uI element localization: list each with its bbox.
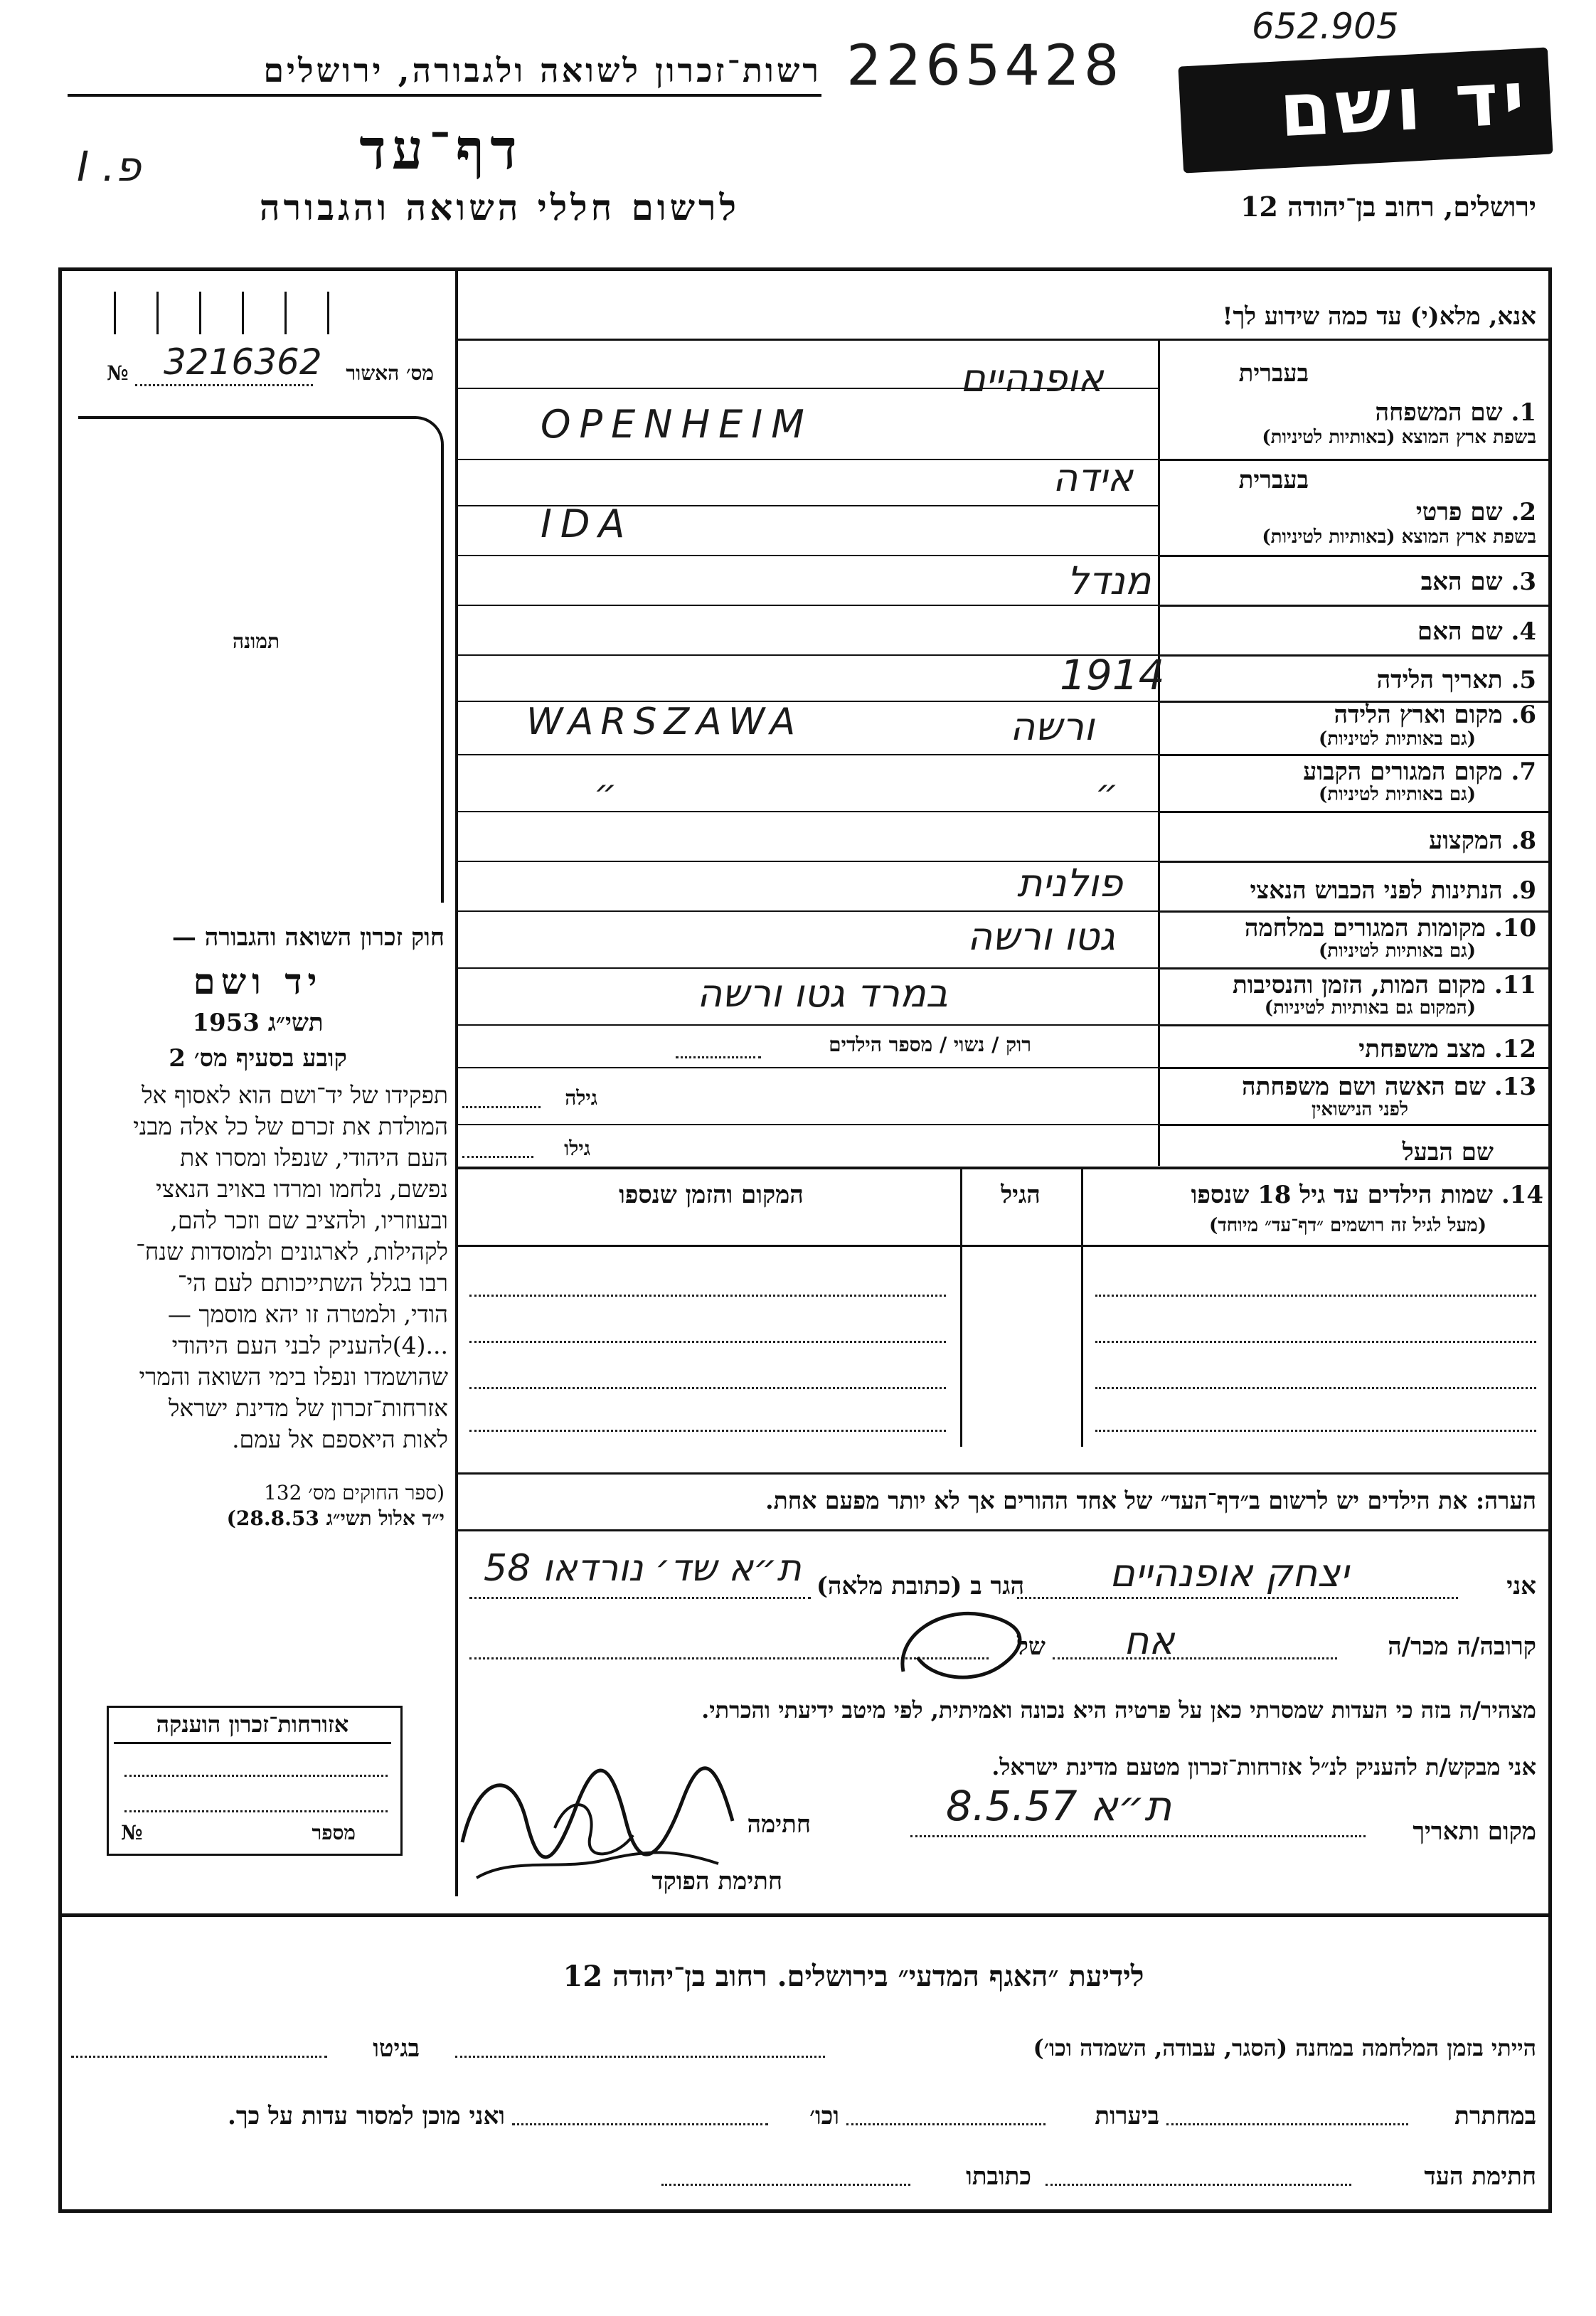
field-10-value: גטו ורשה bbox=[967, 914, 1115, 959]
law-name: יד ושם bbox=[193, 960, 323, 1002]
place-date-value: ת״א 8.5.57 bbox=[946, 1782, 1172, 1830]
place-date-label: מקום ותאריך bbox=[1413, 1817, 1536, 1846]
page-subtitle: לרשום חללי השואה והגבורה bbox=[259, 186, 740, 228]
footer-line1-a: הייתי בזמן המלחמה במחנה (הסגר, עבודה, השמדה וכו׳) bbox=[1033, 2034, 1536, 2061]
field-8-label: 8. המקצוע bbox=[1428, 827, 1536, 855]
resides-label: הגר ב (כתובת מלאה) bbox=[816, 1572, 1024, 1600]
citizenship-no-mark: № bbox=[121, 1821, 143, 1844]
field-6-sub: (גם באותיות לטיניות) bbox=[1318, 728, 1476, 750]
declarant-name: יצחק אופנהיים bbox=[1110, 1551, 1349, 1595]
citizenship-number-label: מספר bbox=[312, 1821, 356, 1844]
footer-line1-b: בגיטו bbox=[373, 2034, 420, 2063]
field-10-sub: (גם באותיות לטיניות) bbox=[1318, 940, 1476, 962]
field-10-label: 10. מקומות המגורים במלחמה bbox=[1244, 914, 1536, 942]
field-2-tag: בעברית bbox=[1238, 466, 1309, 494]
field-1-tag: בעברית bbox=[1238, 359, 1309, 388]
field-12-value: רוק / נשוי / מספר הילדים bbox=[829, 1033, 1031, 1056]
declaration-request: אני מבקש/ת להעניק לנ״ל אזרחות־זכרון מטעם מדינת ישראל. bbox=[991, 1753, 1536, 1780]
footer-line2-a: במחתרת bbox=[1454, 2102, 1536, 2130]
top-handwritten-number: 652.905 bbox=[1252, 6, 1399, 47]
photo-label: תמונה bbox=[232, 630, 280, 653]
field-5-label: 5. תאריך הלידה bbox=[1376, 666, 1536, 694]
husband-label: שם הבעל bbox=[1402, 1138, 1494, 1167]
children-header-place: המקום והזמן שנספו bbox=[619, 1181, 804, 1209]
citizenship-box-title: אזורחות־זכרון הוענקה bbox=[114, 1711, 391, 1744]
field-11-value: במרד גטו ורשה bbox=[697, 971, 948, 1016]
approval-number-label: מס׳ האשור bbox=[346, 361, 434, 385]
field-3-label: 3. שם האב bbox=[1420, 568, 1536, 596]
signature-label: חתימה bbox=[747, 1810, 811, 1839]
field-2-hebrew-value: אידה bbox=[1053, 455, 1133, 500]
field-2-sub: בשפת ארץ המוצא (באותיות לטיניות) bbox=[1262, 526, 1536, 548]
field-9-value: פולנית bbox=[1017, 861, 1123, 905]
relative-label: קרובה/ה מכר/ה bbox=[1388, 1632, 1536, 1661]
field-6-latin-value: WARSZAWA bbox=[526, 701, 803, 743]
field-11-sub: (המקום גם באותיות לטיניות) bbox=[1264, 997, 1476, 1019]
field-7-label: 7. מקום המגורים הקבוע bbox=[1303, 758, 1536, 786]
footer-line3-b: כתובתו bbox=[966, 2162, 1031, 2191]
relation-value: אח bbox=[1124, 1618, 1175, 1663]
law-source: (ספר החוקים מס׳ 132 bbox=[263, 1481, 445, 1504]
field-13-age-label: גילה bbox=[565, 1086, 597, 1110]
law-clause: קובע בסעיף מס׳ 2 bbox=[169, 1044, 347, 1073]
page-title: דף־עד bbox=[359, 117, 523, 182]
footer-line3-a: חתימת העד bbox=[1424, 2162, 1536, 2191]
law-year: תשי״ג 1953 bbox=[192, 1009, 324, 1037]
husband-age-label: גילו bbox=[564, 1137, 590, 1160]
footer-line2-d: ואני מוכן למסור עדות על כך. bbox=[228, 2102, 505, 2130]
field-9-label: 9. הנתינות לפני הכבוש הנאצי bbox=[1250, 876, 1536, 905]
approval-no-mark: № bbox=[107, 361, 129, 385]
instructions: אנא, מלא(י) עד כמה שידוע לך! bbox=[1222, 302, 1536, 331]
field-7-value-latin: ״ bbox=[594, 772, 617, 813]
law-body: תפקידו של יד־ושם הוא לאסוף אל המולדת את זכרם של כל אלה מבני העם היהודי, שנפלו ומסרו את נפשם, נלחמו ומרדו באויב הנאצי ובעוזריו, ולהציב שם וזכר להם, לקהילות, לארגונים ולמוסדות שנח־ רבו בגלל השתייכותם לעם הי־ הודי, ולמטרה זו יהא מוסמך — ...(4)להעניק לבני העם היהודי שהושמדו ונפלו בימי השואה והמרי אזרחות־זכרון של מדינת ישראל לאות היאספם אל עמם. bbox=[133, 1081, 448, 1453]
declaration-statement: מצהיר/ה בזה כי העדות שמסרתי כאן על פרטיה היא נכונה ואמיתית, לפי מיטב ידיעתי והכרתי. bbox=[701, 1696, 1536, 1723]
field-11-label: 11. מקום המות, הזמן והנסיבות bbox=[1232, 971, 1536, 999]
children-header-sub: (מעל לגיל זה רושמים ״דף־עד״ מיוחד) bbox=[1208, 1215, 1486, 1236]
address-line: ירושלים, רחוב בן־יהודה 12 bbox=[1240, 191, 1536, 223]
field-13-sub: לפני הנישואין bbox=[1311, 1099, 1408, 1120]
field-7-sub: (גם באותיות לטיניות) bbox=[1318, 784, 1476, 805]
photo-area bbox=[78, 416, 444, 903]
field-6-hebrew-value: ורשה bbox=[1010, 704, 1095, 749]
corner-mark: פ. I bbox=[77, 142, 142, 191]
of-label: של bbox=[1017, 1632, 1046, 1661]
field-5-value: 1914 bbox=[1060, 651, 1165, 699]
organization-line: רשות־זכרון לשואה ולגבורה, ירושלים bbox=[68, 51, 821, 97]
field-1-label: 1. שם המשפחה bbox=[1375, 398, 1536, 427]
children-header-age: הגיל bbox=[1001, 1181, 1041, 1209]
field-7-value-hebrew: ״ bbox=[1095, 772, 1119, 813]
children-header-names: 14. שמות הילדים עד גיל 18 שנספו bbox=[1191, 1181, 1543, 1209]
field-1-hebrew-value: אופנהיים bbox=[960, 356, 1104, 400]
field-1-latin-value: OPENHEIM bbox=[541, 402, 813, 447]
field-6-label: 6. מקום וארץ הלידה bbox=[1334, 701, 1536, 729]
registry-number: 2265428 bbox=[846, 34, 1124, 98]
field-2-latin-value: IDA bbox=[541, 501, 634, 546]
yad-vashem-logo: יד ושם bbox=[1178, 47, 1553, 173]
declarant-address: ת״א שד׳ נורדאו 58 bbox=[484, 1547, 802, 1590]
approval-number-value: 3216362 bbox=[164, 341, 322, 383]
relation-signature-scribble bbox=[889, 1593, 1046, 1686]
field-12-label: 12. מצב משפחתי bbox=[1358, 1035, 1536, 1063]
field-13-label: 13. שם האשה ושם משפחתה bbox=[1242, 1073, 1536, 1101]
officer-signature-label: חתימת הפוקד bbox=[651, 1867, 782, 1896]
law-title: חוק זכרון השואה והגבורה — bbox=[171, 923, 445, 952]
field-4-label: 4. שם האם bbox=[1417, 617, 1536, 646]
declaration-i-label: אני bbox=[1506, 1572, 1536, 1600]
note-text: הערה: את הילדים יש לרשום ב״דף־העד״ של אחד ההורים אך לא יותר מפעם אחת. bbox=[765, 1487, 1536, 1514]
field-3-value: מנדל bbox=[1067, 558, 1151, 603]
footer-line2-b: ביערות bbox=[1095, 2102, 1159, 2130]
field-2-label: 2. שם פרטי bbox=[1415, 498, 1536, 526]
footer-line2-c: וכו׳ bbox=[809, 2102, 839, 2130]
law-date: י״ד אלול תשי״ג 28.8.53) bbox=[226, 1507, 445, 1530]
approval-boxes bbox=[85, 292, 448, 334]
footer-title: לידיעת ״האגף המדעי״ בירושלים. רחוב בן־יהודה 12 bbox=[563, 1960, 1144, 1993]
field-1-sub: בשפת ארץ המוצא (באותיות לטיניות) bbox=[1262, 427, 1536, 448]
